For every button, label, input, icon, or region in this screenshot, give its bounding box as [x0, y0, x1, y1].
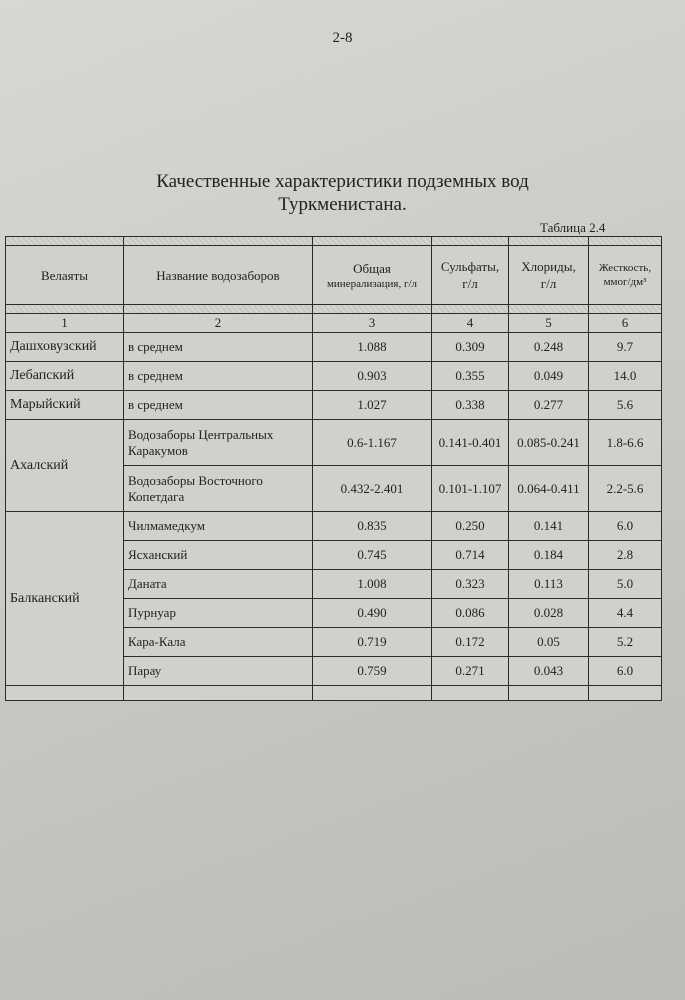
sulfates-cell: 0.250 — [432, 512, 509, 541]
mineral-cell: 1.008 — [313, 570, 432, 599]
header-hardness-line2: ммог/дм³ — [603, 276, 647, 288]
header-chlorides-line1: Хлориды, — [521, 259, 576, 274]
column-number: 2 — [124, 314, 313, 333]
chlorides-cell: 0.049 — [509, 362, 589, 391]
header-mineral — [313, 246, 432, 305]
header-mineral-line1: Общая — [353, 260, 391, 276]
table-row — [6, 420, 662, 466]
mineral-cell: 0.490 — [313, 599, 432, 628]
chlorides-cell: 0.085-0.241 — [509, 420, 589, 466]
hardness-cell: 9.7 — [589, 333, 662, 362]
chlorides-cell: 0.184 — [509, 541, 589, 570]
header-sulfates-line1: Сульфаты, — [440, 259, 500, 274]
column-number: 5 — [509, 314, 589, 333]
chlorides-cell: 0.064-0.411 — [509, 466, 589, 512]
sulfates-cell: 0.355 — [432, 362, 509, 391]
header-hardness — [589, 246, 662, 305]
mineral-cell: 0.719 — [313, 628, 432, 657]
intake-name-cell: Парау — [124, 657, 313, 686]
table-footer-row — [6, 686, 662, 701]
mineral-cell: 0.6-1.167 — [313, 420, 432, 466]
hardness-cell: 14.0 — [589, 362, 662, 391]
header-mineral-line2: минерализация, г/л — [326, 277, 418, 290]
sulfates-cell: 0.309 — [432, 333, 509, 362]
mineral-cell: 0.432-2.401 — [313, 466, 432, 512]
column-number: 3 — [313, 314, 432, 333]
intake-name-cell: Кара-Кала — [124, 628, 313, 657]
intake-name-line2: Копетдага — [128, 488, 185, 504]
column-number-row — [6, 314, 662, 333]
hatch-row-top — [6, 237, 662, 246]
column-number: 4 — [432, 314, 509, 333]
sulfates-cell: 0.271 — [432, 657, 509, 686]
header-sulfates — [432, 246, 509, 305]
title-line-2: Туркменистана. — [278, 194, 407, 215]
chlorides-cell: 0.277 — [509, 391, 589, 420]
header-sulfates-line2: г/л — [462, 276, 478, 291]
sulfates-cell: 0.141-0.401 — [432, 420, 509, 466]
sulfates-cell: 0.714 — [432, 541, 509, 570]
region-cell: Марыйский — [6, 391, 124, 420]
hardness-cell: 4.4 — [589, 599, 662, 628]
intake-name-cell: в среднем — [124, 391, 313, 420]
region-cell: Ахалский — [6, 420, 124, 512]
mineral-cell: 0.759 — [313, 657, 432, 686]
intake-name-line1: Водозаборы Восточного — [128, 472, 263, 488]
intake-name-cell: Чилмамедкум — [124, 512, 313, 541]
header-name: Название водозаборов — [124, 246, 313, 305]
chlorides-cell: 0.043 — [509, 657, 589, 686]
table-row — [6, 391, 662, 420]
hardness-cell: 1.8-6.6 — [589, 420, 662, 466]
page-number: 2-8 — [332, 30, 353, 46]
chlorides-cell: 0.05 — [509, 628, 589, 657]
page-title — [0, 170, 685, 216]
region-cell: Лебапский — [6, 362, 124, 391]
intake-name-line1: Водозаборы Центральных — [128, 426, 274, 442]
hatch-row-mid — [6, 305, 662, 314]
intake-name-cell: Ясханский — [124, 541, 313, 570]
mineral-cell: 1.088 — [313, 333, 432, 362]
region-cell: Балканский — [6, 512, 124, 686]
sulfates-cell: 0.086 — [432, 599, 509, 628]
table-row — [6, 362, 662, 391]
chlorides-cell: 0.248 — [509, 333, 589, 362]
sulfates-cell: 0.338 — [432, 391, 509, 420]
hardness-cell: 6.0 — [589, 512, 662, 541]
header-hardness-line1: Жесткость, — [598, 262, 652, 274]
chlorides-cell: 0.113 — [509, 570, 589, 599]
column-number: 6 — [589, 314, 662, 333]
title-line-1: Качественные характеристики подземных вод — [156, 171, 529, 192]
sulfates-cell: 0.323 — [432, 570, 509, 599]
table-label: Таблица 2.4 — [540, 220, 606, 235]
chlorides-cell: 0.141 — [509, 512, 589, 541]
data-table-wrapper — [5, 236, 669, 694]
hardness-cell: 5.6 — [589, 391, 662, 420]
mineral-cell: 1.027 — [313, 391, 432, 420]
intake-name-cell: Даната — [124, 570, 313, 599]
hardness-cell: 2.8 — [589, 541, 662, 570]
hardness-cell: 5.0 — [589, 570, 662, 599]
intake-name-line2: Каракумов — [128, 442, 188, 458]
groundwater-quality-table — [5, 236, 662, 701]
intake-name-cell — [124, 420, 313, 466]
header-chlorides-line2: г/л — [540, 276, 557, 291]
sulfates-cell: 0.101-1.107 — [432, 466, 509, 512]
column-number: 1 — [6, 314, 124, 333]
sulfates-cell: 0.172 — [432, 628, 509, 657]
header-chlorides — [509, 246, 589, 305]
table-row — [6, 512, 662, 541]
intake-name-cell: в среднем — [124, 362, 313, 391]
mineral-cell: 0.835 — [313, 512, 432, 541]
header-velayat: Велаяты — [6, 246, 124, 305]
hardness-cell: 5.2 — [589, 628, 662, 657]
intake-name-cell: Пурнуар — [124, 599, 313, 628]
mineral-cell: 0.745 — [313, 541, 432, 570]
table-header-row — [6, 246, 662, 305]
hardness-cell: 2.2-5.6 — [589, 466, 662, 512]
mineral-cell: 0.903 — [313, 362, 432, 391]
table-row — [6, 333, 662, 362]
hardness-cell: 6.0 — [589, 657, 662, 686]
region-cell: Дашховузский — [6, 333, 124, 362]
intake-name-cell: в среднем — [124, 333, 313, 362]
chlorides-cell: 0.028 — [509, 599, 589, 628]
intake-name-cell — [124, 466, 313, 512]
